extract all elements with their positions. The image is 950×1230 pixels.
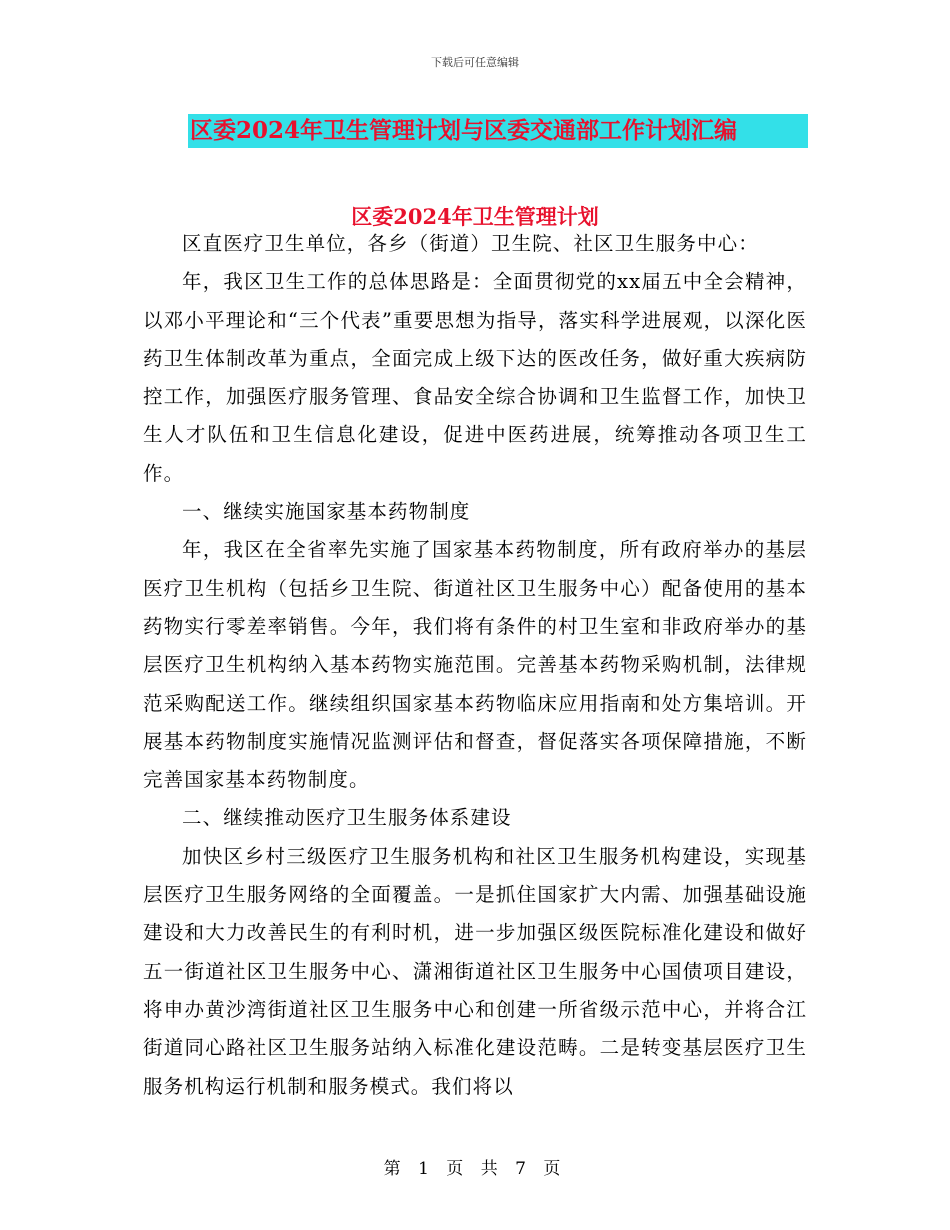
- heading-section-1: 一、继续实施国家基本药物制度: [182, 500, 471, 524]
- document-title: 区委2024年卫生管理计划与区委交通部工作计划汇编: [188, 114, 808, 148]
- paragraph-section-2: 加快区乡村三级医疗卫生服务机构和社区卫生服务机构建设，实现基层医疗卫生服务网络的全面覆盖。一是抓住国家扩大内需、加强基础设施建设和大力改善民生的有利时机，进一步加强区级医院标准化建设和做好五一街道社区卫生服务中心、潇湘街道社区卫生服务中心国债项目建设，将申办黄沙湾街道社区卫生服务中心和创建一所省级示范中心，并将合江街道同心路社区卫生服务站纳入标准化建设范畴。二是转变基层医疗卫生服务机构运行机制和服务模式。我们将以: [143, 844, 807, 1098]
- document-body: [143, 225, 807, 1106]
- heading-section-2: 二、继续推动医疗卫生服务体系建设: [182, 806, 512, 830]
- paragraph-section-1: 年，我区在全省率先实施了国家基本药物制度，所有政府举办的基层医疗卫生机构（包括乡卫生院、街道社区卫生服务中心）配备使用的基本药物实行零差率销售。今年，我们将有条件的村卫生室和非政府举办的基层医疗卫生机构纳入基本药物实施范围。完善基本药物采购机制，法律规范采购配送工作。继续组织国家基本药物临床应用指南和处方集培训。开展基本药物制度实施情况监测评估和督查，督促落实各项保障措施，不断完善国家基本药物制度。: [143, 538, 807, 792]
- section-title: 区委2024年卫生管理计划: [351, 204, 599, 229]
- paragraph-salutation: 区直医疗卫生单位，各乡（街道）卫生院、社区卫生服务中心：: [182, 232, 759, 255]
- header-note: 下载后可任意编辑: [431, 56, 519, 69]
- page-footer: 第 1 页 共 7 页: [383, 1159, 567, 1179]
- paragraph-overview: 年，我区卫生工作的总体思路是：全面贯彻党的xx届五中全会精神，以邓小平理论和“三个代表”重要思想为指导，落实科学进展观，以深化医药卫生体制改革为重点，全面完成上级下达的医改任务，做好重大疾病防控工作，加强医疗服务管理、食品安全综合协调和卫生监督工作，加快卫生人才队伍和卫生信息化建设，促进中医药进展，统筹推动各项卫生工作。: [143, 270, 807, 485]
